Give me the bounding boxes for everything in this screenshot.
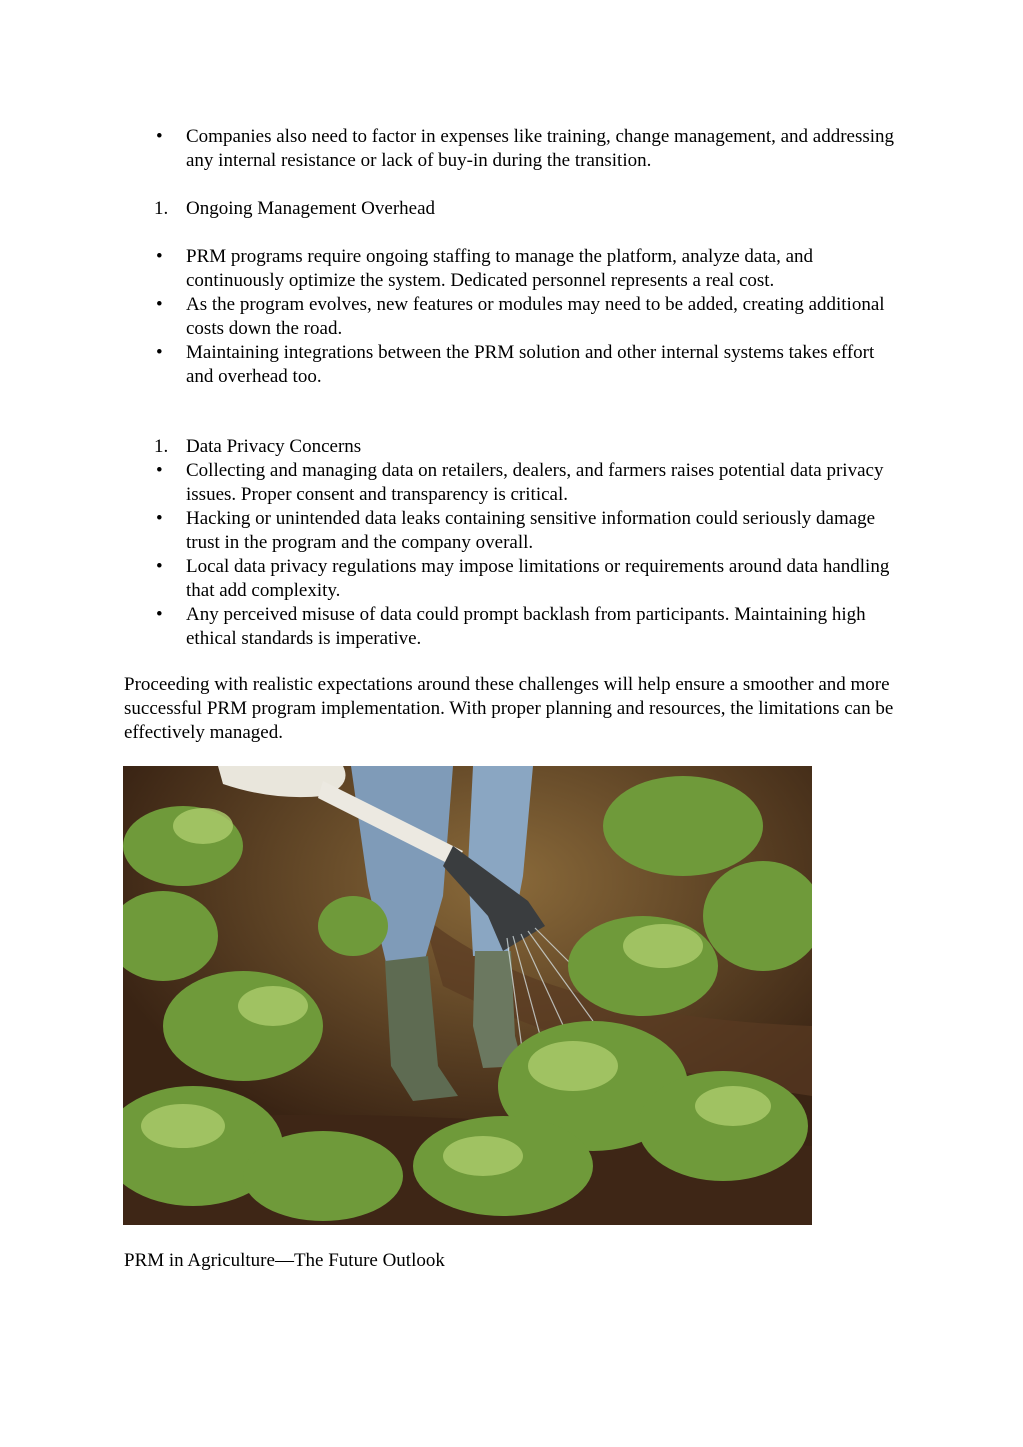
list-item-text: As the program evolves, new features or modules may need to be added, creating additional costs down the road. xyxy=(186,294,885,339)
section-heading-ongoing-management xyxy=(124,197,966,221)
list-item-text: PRM programs require ongoing staffing to manage the platform, analyze data, and continuously optimize the system. Dedicated personnel represents a real cost. xyxy=(186,246,813,291)
bullet-icon: • xyxy=(156,246,163,267)
list-item xyxy=(124,555,904,603)
list-item xyxy=(124,507,904,555)
watering-plants-photo xyxy=(123,766,812,1225)
heading-number: 1. xyxy=(154,436,169,457)
list-item-text: Maintaining integrations between the PRM solution and other internal systems takes effort and overhead too. xyxy=(186,342,875,387)
list-item-text: Companies also need to factor in expenses like training, change management, and addressing any internal resistance or lack of buy-in during the transition. xyxy=(186,126,895,171)
bullet-icon: • xyxy=(156,126,163,147)
bullet-icon: • xyxy=(156,460,163,481)
privacy-bullet-list xyxy=(124,459,904,651)
conclusion-paragraph: Proceeding with realistic expectations around these challenges will help ensure a smoother and more successful PRM program implementation. With proper planning and resources, the limitations can be effectively managed. xyxy=(124,674,894,743)
photo-illustration xyxy=(123,766,812,1225)
list-item xyxy=(124,603,904,651)
bullet-icon: • xyxy=(156,508,163,529)
bullet-icon: • xyxy=(156,556,163,577)
list-item xyxy=(124,245,904,293)
heading-number: 1. xyxy=(154,198,169,219)
heading-text: Data Privacy Concerns xyxy=(186,436,362,457)
list-item xyxy=(124,125,904,173)
section-title: PRM in Agriculture—The Future Outlook xyxy=(124,1250,445,1271)
management-bullet-list xyxy=(124,245,904,389)
list-item xyxy=(124,293,904,341)
list-item-text: Hacking or unintended data leaks containing sensitive information could seriously damage trust in the program and the company overall. xyxy=(186,508,876,553)
bullet-icon: • xyxy=(156,294,163,315)
section-heading-data-privacy xyxy=(124,435,966,459)
list-item-text: Any perceived misuse of data could prompt backlash from participants. Maintaining high ethical standards is imperative. xyxy=(186,604,866,649)
list-item xyxy=(124,341,904,389)
bullet-icon: • xyxy=(156,604,163,625)
list-item-text: Local data privacy regulations may impose limitations or requirements around data handling that add complexity. xyxy=(186,556,890,601)
list-item xyxy=(124,459,904,507)
intro-bullet-list xyxy=(124,125,904,173)
heading-text: Ongoing Management Overhead xyxy=(186,198,436,219)
bullet-icon: • xyxy=(156,342,163,363)
list-item-text: Collecting and managing data on retailers, dealers, and farmers raises potential data privacy issues. Proper consent and transparency is critical. xyxy=(186,460,884,505)
